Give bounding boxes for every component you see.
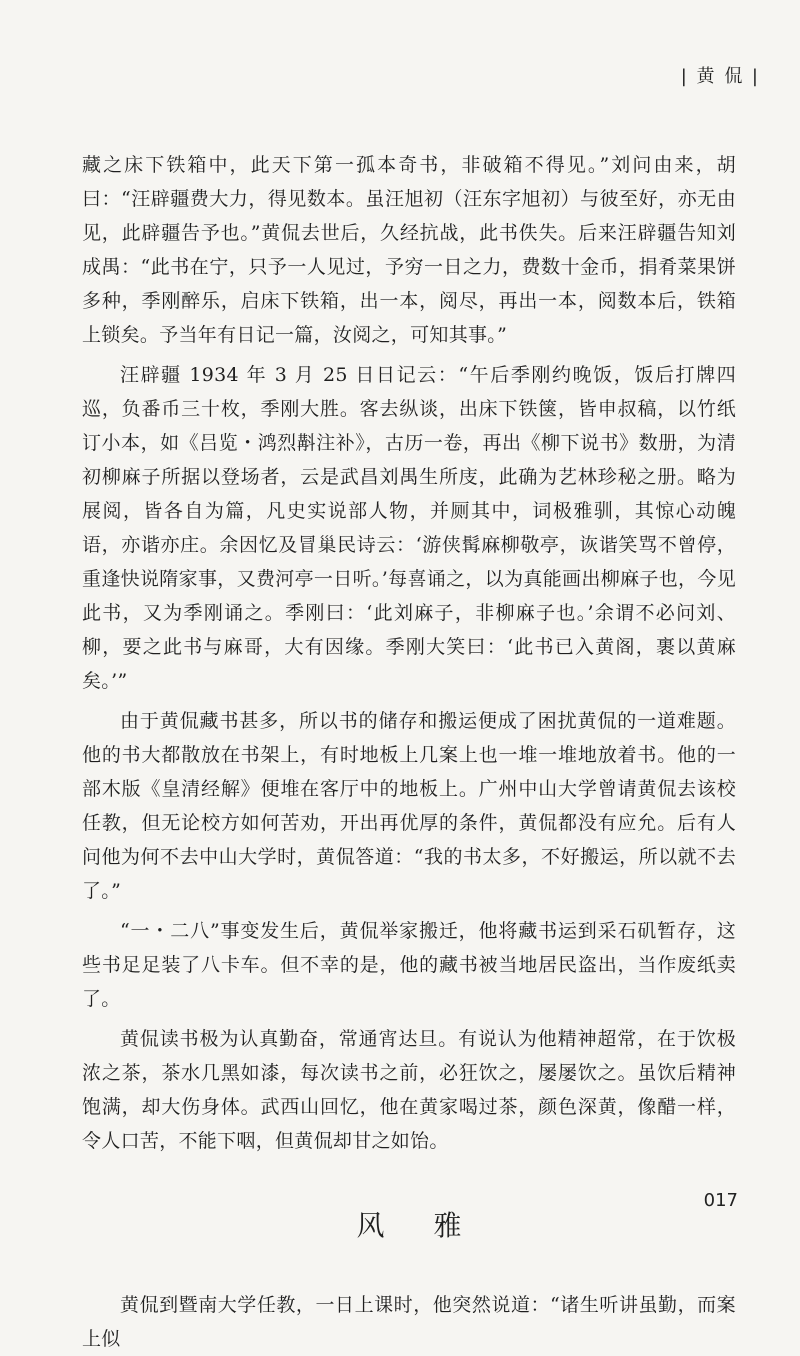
paragraph-continued: 藏之床下铁箱中，此天下第一孤本奇书，非破箱不得见。”刘问由来，胡曰：“汪辟疆费大力，得见数本。虽汪旭初（汪东字旭初）与彼至好，亦无由见，此辟疆告予也。”黄侃去世后，久经抗战，此书佚失。后来汪辟疆告知刘成禺：“此书在宁，只予一人见过，予穷一日之力，费数十金币，捐肴菜果饼多种，季刚醉乐，启床下铁箱，出一本，阅尽，再出一本，阅数本后，铁箱上锁矣。予当年有日记一篇，汝阅之，可知其事。”	[82, 154, 736, 346]
paragraph-book-storage: 由于黄侃藏书甚多，所以书的储存和搬运便成了困扰黄侃的一道难题。他的书大都散放在书架上，有时地板上几案上也一堆一堆地放着书。他的一部木版《皇清经解》便堆在客厅中的地板上。广州中山大学曾请黄侃去该校任教，但无论校方如何苦劝，开出再优厚的条件，黄侃都没有应允。后有人问他为何不去中山大学时，黄侃答道：“我的书太多，不好搬运，所以就不去了。”	[82, 710, 736, 902]
paragraph-section-start: 黄侃到暨南大学任教，一日上课时，他突然说道：“诸生听讲虽勤，而案上似	[82, 1294, 736, 1350]
page-number: 017	[703, 1190, 738, 1211]
paragraph-tea: 黄侃读书极为认真勤奋，常通宵达旦。有说认为他精神超常，在于饮极浓之茶，茶水几黑如漆，每次读书之前，必狂饮之，屡屡饮之。虽饮后精神饱满，却大伤身体。武西山回忆，他在黄家喝过茶，颜色深黄，像醋一样，令人口苦，不能下咽，但黄侃却甘之如饴。	[82, 1028, 736, 1152]
paragraph-diary: 汪辟疆 1934 年 3 月 25 日日记云：“午后季刚约晚饭，饭后打牌四巡，负番币三十枚，季刚大胜。客去纵谈，出床下铁箧，皆申叔稿，以竹纸订小本，如《吕览・鸿烈斠注补》，古历一卷，再出《柳下说书》数册，为清初柳麻子所据以登场者，云是武昌刘禺生所庋，此确为艺林珍秘之册。略为展阅，皆各自为篇，凡史实说部人物，并厕其中，词极雅驯，其惊心动魄语，亦谐亦庄。余因忆及冒巢民诗云：‘游侠髯麻柳敬亭，诙谐笑骂不曾停，重逢快说隋家事，又费河亭一日听。’每喜诵之，以为真能画出柳麻子也，今见此书，又为季刚诵之。季刚曰：‘此刘麻子，非柳麻子也。’余谓不必问刘、柳，要之此书与麻哥，大有因缘。季刚大笑曰：‘此书已入黄阁，裹以黄麻矣。’”	[82, 364, 736, 692]
page-body	[82, 148, 736, 1356]
running-header: | 黄 侃 |	[680, 66, 760, 87]
paragraph-relocation: “一・二八”事变发生后，黄侃举家搬迁，他将藏书运到采石矶暂存，这些书足足装了八卡车。但不幸的是，他的藏书被当地居民盗出，当作废纸卖了。	[82, 920, 736, 1010]
section-title: 风 雅	[356, 1209, 482, 1242]
